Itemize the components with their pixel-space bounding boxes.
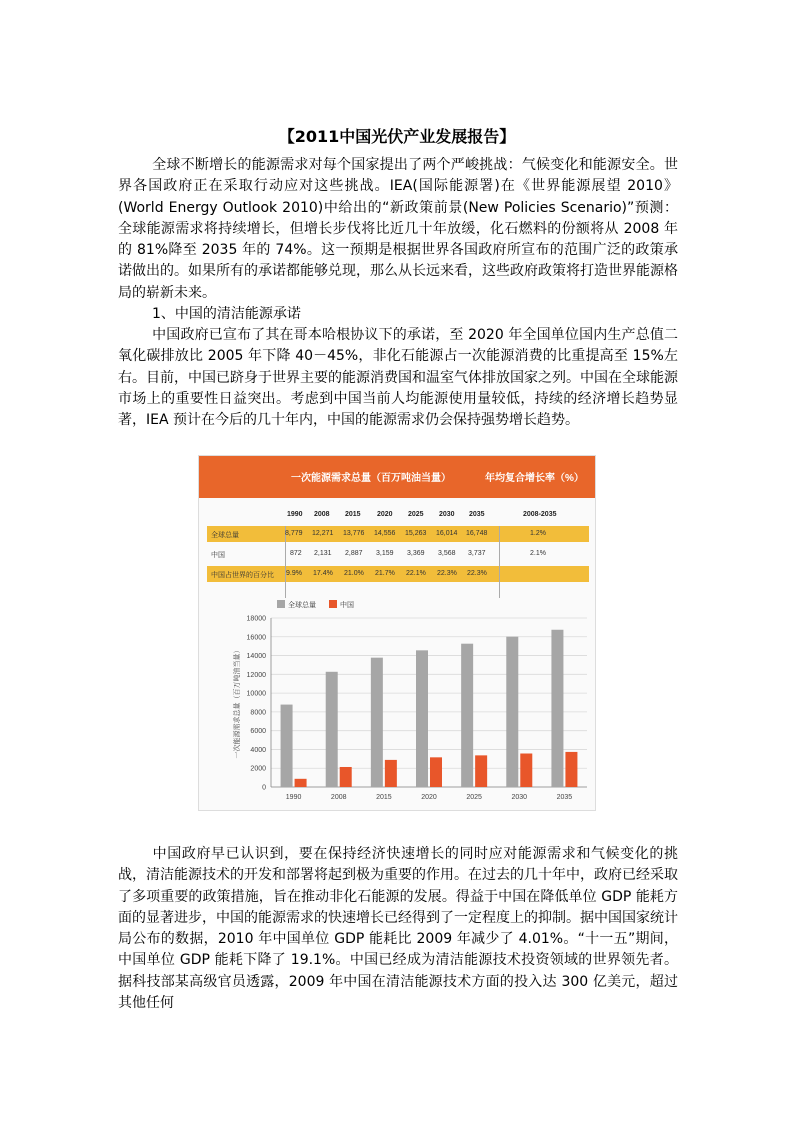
table-year: 2008	[314, 511, 330, 518]
paragraph-policy	[118, 844, 678, 1014]
x-tick-label: 2030	[511, 794, 528, 801]
y-tick-label: 6000	[250, 728, 266, 736]
table-cagr-header: 2008-2035	[523, 511, 557, 518]
x-tick-label: 2025	[466, 794, 482, 801]
table-cell: 16,014	[436, 530, 458, 537]
table-cell: 17.4%	[313, 570, 333, 577]
bar-china	[430, 757, 442, 787]
y-tick-label: 8000	[250, 709, 266, 717]
y-tick-label: 2000	[250, 765, 266, 773]
x-tick-label: 2035	[556, 794, 573, 801]
bar-world	[416, 650, 428, 787]
y-tick-label: 18000	[246, 615, 266, 623]
table-cell: 3,568	[438, 550, 456, 557]
bar-china	[340, 767, 352, 787]
paragraph-commitment	[118, 325, 678, 431]
table-year: 2020	[377, 511, 393, 518]
y-tick-label: 16000	[246, 634, 266, 642]
report-title: 【2011中国光伏产业发展报告】	[278, 127, 516, 146]
section-heading	[118, 304, 678, 325]
table-cell: 9.9%	[286, 570, 302, 577]
paragraph-intro	[118, 155, 678, 304]
paragraph-intro-text: 全球不断增长的能源需求对每个国家提出了两个严峻挑战：气候变化和能源安全。世界各国政府正在采取行动应对这些挑战。IEA(国际能源署)在《世界能源展望 2010》(World Energy Outlook 2010)中给出的“新政策前景(New Policies Scenario)”预测：全球能源需求将持续增长，但增长步伐将比近几十年放缓，化石燃料的份额将从 2008 年的 81%降至 2035 年的 74%。这一预期是根据世界各国政府所宣布的范围广泛的政策承诺做出的。如果所有的承诺都能够兑现，那么从长远来看，这些政府政策将打造世界能源格局的崭新未来。	[118, 157, 678, 301]
energy-demand-figure	[198, 455, 596, 811]
table-cell: 22.1%	[406, 570, 426, 577]
y-tick-label: 0	[262, 784, 266, 792]
y-tick-label: 12000	[246, 671, 266, 679]
table-row-label: 中国	[211, 552, 225, 559]
x-tick-label: 2015	[376, 794, 392, 801]
figure-header-right: 年均复合增长率（%）	[485, 473, 584, 484]
table-year: 2030	[439, 511, 455, 518]
legend-label: 中国	[340, 601, 354, 609]
paragraph-policy-text: 中国政府早已认识到，要在保持经济快速增长的同时应对能源需求和气候变化的挑战，清洁能源技术的开发和部署将起到极为重要的作用。在过去的几十年中，政府已经采取了多项重要的政策措施，旨在推动非化石能源的发展。得益于中国在降低单位 GDP 能耗方面的显著进步，中国的能源需求的快速增长已经得到了一定程度上的抑制。据中国国家统计局公布的数据，2010 年中国单位 GDP 能耗比 2009 年减少了 4.01%。“十一五”期间，中国单位 GDP 能耗下降了 19.1%。中国已经成为清洁能源技术投资领域的世界领先者。据科技部某高级官员透露，2009 年中国在清洁能源技术方面的投入达 300 亿美元，超过其他任何	[118, 846, 678, 1012]
table-cell: 8,779	[285, 530, 303, 537]
table-cell: 14,556	[374, 530, 396, 537]
table-cell: 22.3%	[467, 570, 487, 577]
table-cell: 21.7%	[375, 570, 395, 577]
bar-china	[475, 755, 487, 787]
x-tick-label: 2008	[330, 794, 347, 801]
table-row-label: 全球总量	[211, 532, 239, 539]
table-cell: 2,131	[314, 550, 332, 557]
table-cell: 3,159	[376, 550, 394, 557]
table-cell: 872	[290, 550, 302, 557]
table-cell: 3,737	[468, 550, 486, 557]
y-tick-label: 4000	[250, 746, 266, 754]
x-tick-label: 2020	[421, 794, 437, 801]
section-heading-text: 1、中国的清洁能源承诺	[152, 306, 301, 322]
table-year: 2015	[345, 511, 361, 518]
bar-world	[551, 630, 563, 787]
legend-swatch	[329, 600, 337, 608]
energy-demand-bar-chart	[199, 456, 595, 810]
y-tick-label: 14000	[246, 653, 266, 661]
figure-header-left: 一次能源需求总量（百万吨油当量）	[291, 473, 451, 484]
bar-china	[565, 752, 577, 787]
table-year: 1990	[287, 511, 303, 518]
table-cell: 12,271	[312, 530, 334, 537]
y-tick-label: 10000	[246, 690, 266, 698]
table-cell: 2,887	[345, 550, 363, 557]
bar-world	[506, 637, 518, 787]
table-cell: 22.3%	[437, 570, 457, 577]
table-cell: 15,263	[405, 530, 427, 537]
table-year: 2025	[408, 511, 424, 518]
bar-china	[520, 754, 532, 787]
bar-china	[385, 760, 397, 787]
bar-china	[295, 779, 307, 787]
bar-world	[281, 705, 293, 787]
y-axis-label: 一次能源需求总量（百万吨油当量）	[233, 646, 241, 759]
table-cell: 13,776	[343, 530, 365, 537]
legend-label: 全球总量	[288, 601, 316, 609]
x-tick-label: 1990	[285, 794, 302, 801]
table-cell: 21.0%	[344, 570, 364, 577]
paragraph-commitment-text: 中国政府已宣布了其在哥本哈根协议下的承诺，至 2020 年全国单位国内生产总值二氧化碳排放比 2005 年下降 40－45%，非化石能源占一次能源消费的比重提高至 15%左右。目前，中国已跻身于世界主要的能源消费国和温室气体排放国家之列。中国在全球能源市场上的重要性日益突出。考虑到中国当前人均能源使用量较低，持续的经济增长趋势显著，IEA 预计在今后的几十年内，中国的能源需求仍会保持强势增长趋势。	[118, 327, 678, 429]
bar-world	[461, 644, 473, 787]
table-cagr: 2.1%	[530, 550, 546, 557]
bar-world	[371, 658, 383, 787]
legend-swatch	[277, 600, 285, 608]
table-cell: 3,369	[407, 550, 425, 557]
table-cagr: 1.2%	[530, 530, 546, 537]
bar-world	[326, 672, 338, 787]
table-year: 2035	[469, 511, 485, 518]
table-row-label: 中国占世界的百分比	[211, 572, 274, 579]
table-cell: 16,748	[466, 530, 488, 537]
